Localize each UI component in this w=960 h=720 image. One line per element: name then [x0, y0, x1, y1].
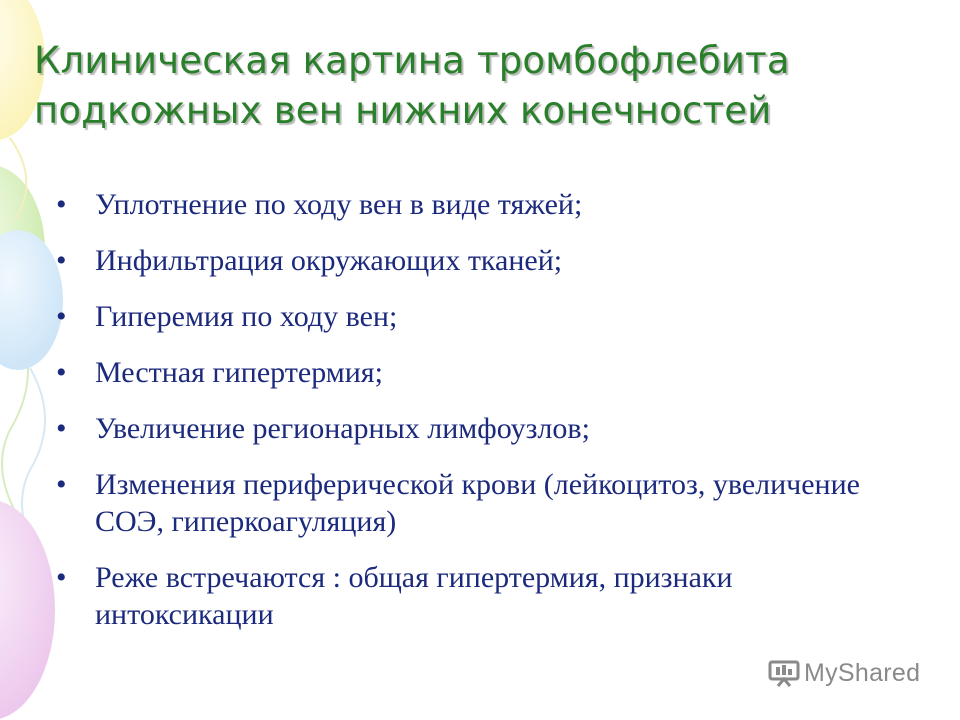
bullet-marker: •	[56, 561, 67, 594]
list-item-text: Изменения периферической крови (лейкоцитоз, увеличение СОЭ, гиперкоагуляция)	[95, 468, 860, 538]
watermark-text: MyShared	[804, 658, 921, 687]
list-item	[56, 186, 916, 223]
bullet-marker: •	[56, 412, 67, 445]
list-item	[56, 410, 916, 447]
bullet-marker: •	[56, 188, 67, 221]
bullet-marker: •	[56, 468, 67, 501]
pink-balloon	[0, 500, 55, 720]
list-item-text: Инфильтрация окружающих тканей;	[95, 244, 563, 277]
list-item	[56, 466, 916, 540]
bullet-marker: •	[56, 300, 67, 333]
myshared-watermark	[768, 656, 920, 690]
list-item-text: Гиперемия по ходу вен;	[95, 300, 398, 333]
list-item	[56, 242, 916, 279]
bullet-marker: •	[56, 244, 67, 277]
list-item-text: Местная гипертермия;	[95, 356, 383, 389]
slide-title: Клиническая картина тромбофлебита подкожных вен нижних конечностей	[34, 39, 790, 132]
list-item-text: Уплотнение по ходу вен в виде тяжей;	[95, 188, 583, 221]
list-item-text: Реже встречаются : общая гипертермия, признаки интоксикации	[95, 561, 733, 631]
bullet-list	[56, 186, 916, 652]
bullet-marker: •	[56, 356, 67, 389]
list-item	[56, 354, 916, 391]
presentation-board-icon	[768, 659, 800, 687]
list-item	[56, 559, 916, 633]
list-item-text: Увеличение регионарных лимфоузлов;	[95, 412, 590, 445]
list-item	[56, 298, 916, 335]
